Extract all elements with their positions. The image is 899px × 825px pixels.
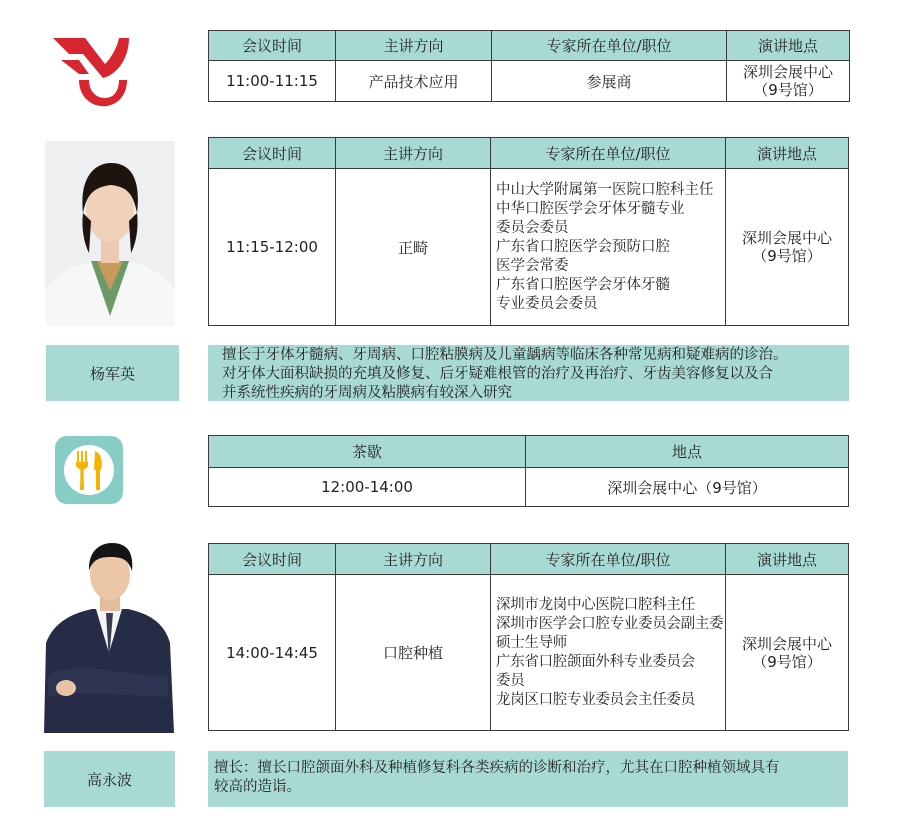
header-break: 茶歇 bbox=[209, 436, 526, 468]
session-venue bbox=[726, 169, 849, 326]
break-time: 12:00-14:00 bbox=[209, 468, 526, 507]
affiliation-line: 中华口腔医学会牙体牙髓专业 bbox=[496, 200, 685, 217]
speaker-bio bbox=[208, 751, 848, 807]
break-table bbox=[208, 435, 849, 507]
speaker-photo-gao bbox=[44, 533, 174, 733]
bio-line: 对牙体大面积缺损的充填及修复、后牙疑难根管的治疗及再治疗、牙齿美容修复以及合 bbox=[222, 366, 773, 382]
session-affiliation bbox=[491, 169, 726, 326]
header-affiliation: 专家所在单位/职位 bbox=[491, 138, 726, 169]
affiliation-line: 广东省口腔医学会预防口腔 bbox=[496, 238, 670, 255]
session2-table bbox=[208, 137, 849, 326]
session-venue bbox=[727, 61, 850, 102]
session-time: 11:15-12:00 bbox=[209, 169, 336, 326]
affiliation-line: 广东省口腔颌面外科专业委员会 bbox=[496, 653, 695, 670]
session-time: 14:00-14:45 bbox=[209, 575, 336, 731]
header-venue: 演讲地点 bbox=[726, 544, 849, 575]
speaker-name: 高永波 bbox=[44, 751, 175, 807]
header-venue: 演讲地点 bbox=[727, 31, 850, 61]
affiliation-line: 龙岗区口腔专业委员会主任委员 bbox=[496, 691, 695, 708]
affiliation-line: 委员 bbox=[496, 672, 525, 689]
session3-table bbox=[208, 543, 849, 731]
header-venue: 演讲地点 bbox=[726, 138, 849, 169]
speaker-photo-yang bbox=[45, 141, 175, 326]
header-time: 会议时间 bbox=[209, 31, 336, 61]
header-topic: 主讲方向 bbox=[336, 31, 492, 61]
bio-line: 擅长：擅长口腔颌面外科及种植修复科各类疾病的诊断和治疗，尤其在口腔种植领域具有 bbox=[214, 760, 780, 776]
affiliation-line: 深圳市医学会口腔专业委员会副主委 bbox=[496, 615, 724, 632]
speaker-bio bbox=[208, 345, 849, 401]
header-affiliation: 专家所在单位/职位 bbox=[491, 544, 726, 575]
affiliation-line: 中山大学附属第一医院口腔科主任 bbox=[496, 181, 714, 198]
header-time: 会议时间 bbox=[209, 138, 336, 169]
session-affiliation: 参展商 bbox=[492, 61, 727, 102]
header-affiliation: 专家所在单位/职位 bbox=[492, 31, 727, 61]
speaker-name: 杨军英 bbox=[46, 345, 179, 401]
session-time: 11:00-11:15 bbox=[209, 61, 336, 102]
session-topic: 产品技术应用 bbox=[336, 61, 492, 102]
bio-line: 并系统性疾病的牙周病及粘膜病有较深入研究 bbox=[222, 385, 512, 401]
venue-line: （9号馆） bbox=[752, 652, 822, 671]
break-venue: 深圳会展中心（9号馆） bbox=[526, 468, 849, 507]
header-topic: 主讲方向 bbox=[336, 138, 491, 169]
venue-line: （9号馆） bbox=[753, 81, 823, 99]
session-topic: 正畸 bbox=[336, 169, 491, 326]
bio-line: 较高的造诣。 bbox=[214, 779, 301, 795]
session-venue bbox=[726, 575, 849, 731]
affiliation-line: 专业委员会委员 bbox=[496, 295, 598, 312]
session-affiliation bbox=[491, 575, 726, 731]
affiliation-line: 硕士生导师 bbox=[496, 634, 567, 651]
affiliation-line: 委员会委员 bbox=[496, 219, 569, 236]
venue-line: 深圳会展中心 bbox=[741, 229, 832, 247]
affiliation-line: 医学会常委 bbox=[496, 257, 569, 274]
cutlery-icon bbox=[55, 436, 123, 504]
header-topic: 主讲方向 bbox=[336, 544, 491, 575]
session-topic: 口腔种植 bbox=[336, 575, 491, 731]
header-location: 地点 bbox=[526, 436, 849, 468]
header-time: 会议时间 bbox=[209, 544, 336, 575]
brand-logo-icon bbox=[49, 34, 131, 112]
venue-line: 深圳会展中心 bbox=[742, 63, 833, 81]
session1-table bbox=[208, 30, 850, 102]
venue-line: 深圳会展中心 bbox=[741, 634, 832, 653]
bio-line: 擅长于牙体牙髓病、牙周病、口腔粘膜病及儿童龋病等临床各种常见病和疑难病的诊治。 bbox=[222, 347, 788, 363]
venue-line: （9号馆） bbox=[752, 247, 822, 265]
affiliation-line: 广东省口腔医学会牙体牙髓 bbox=[496, 276, 670, 293]
affiliation-line: 深圳市龙岗中心医院口腔科主任 bbox=[496, 596, 695, 613]
